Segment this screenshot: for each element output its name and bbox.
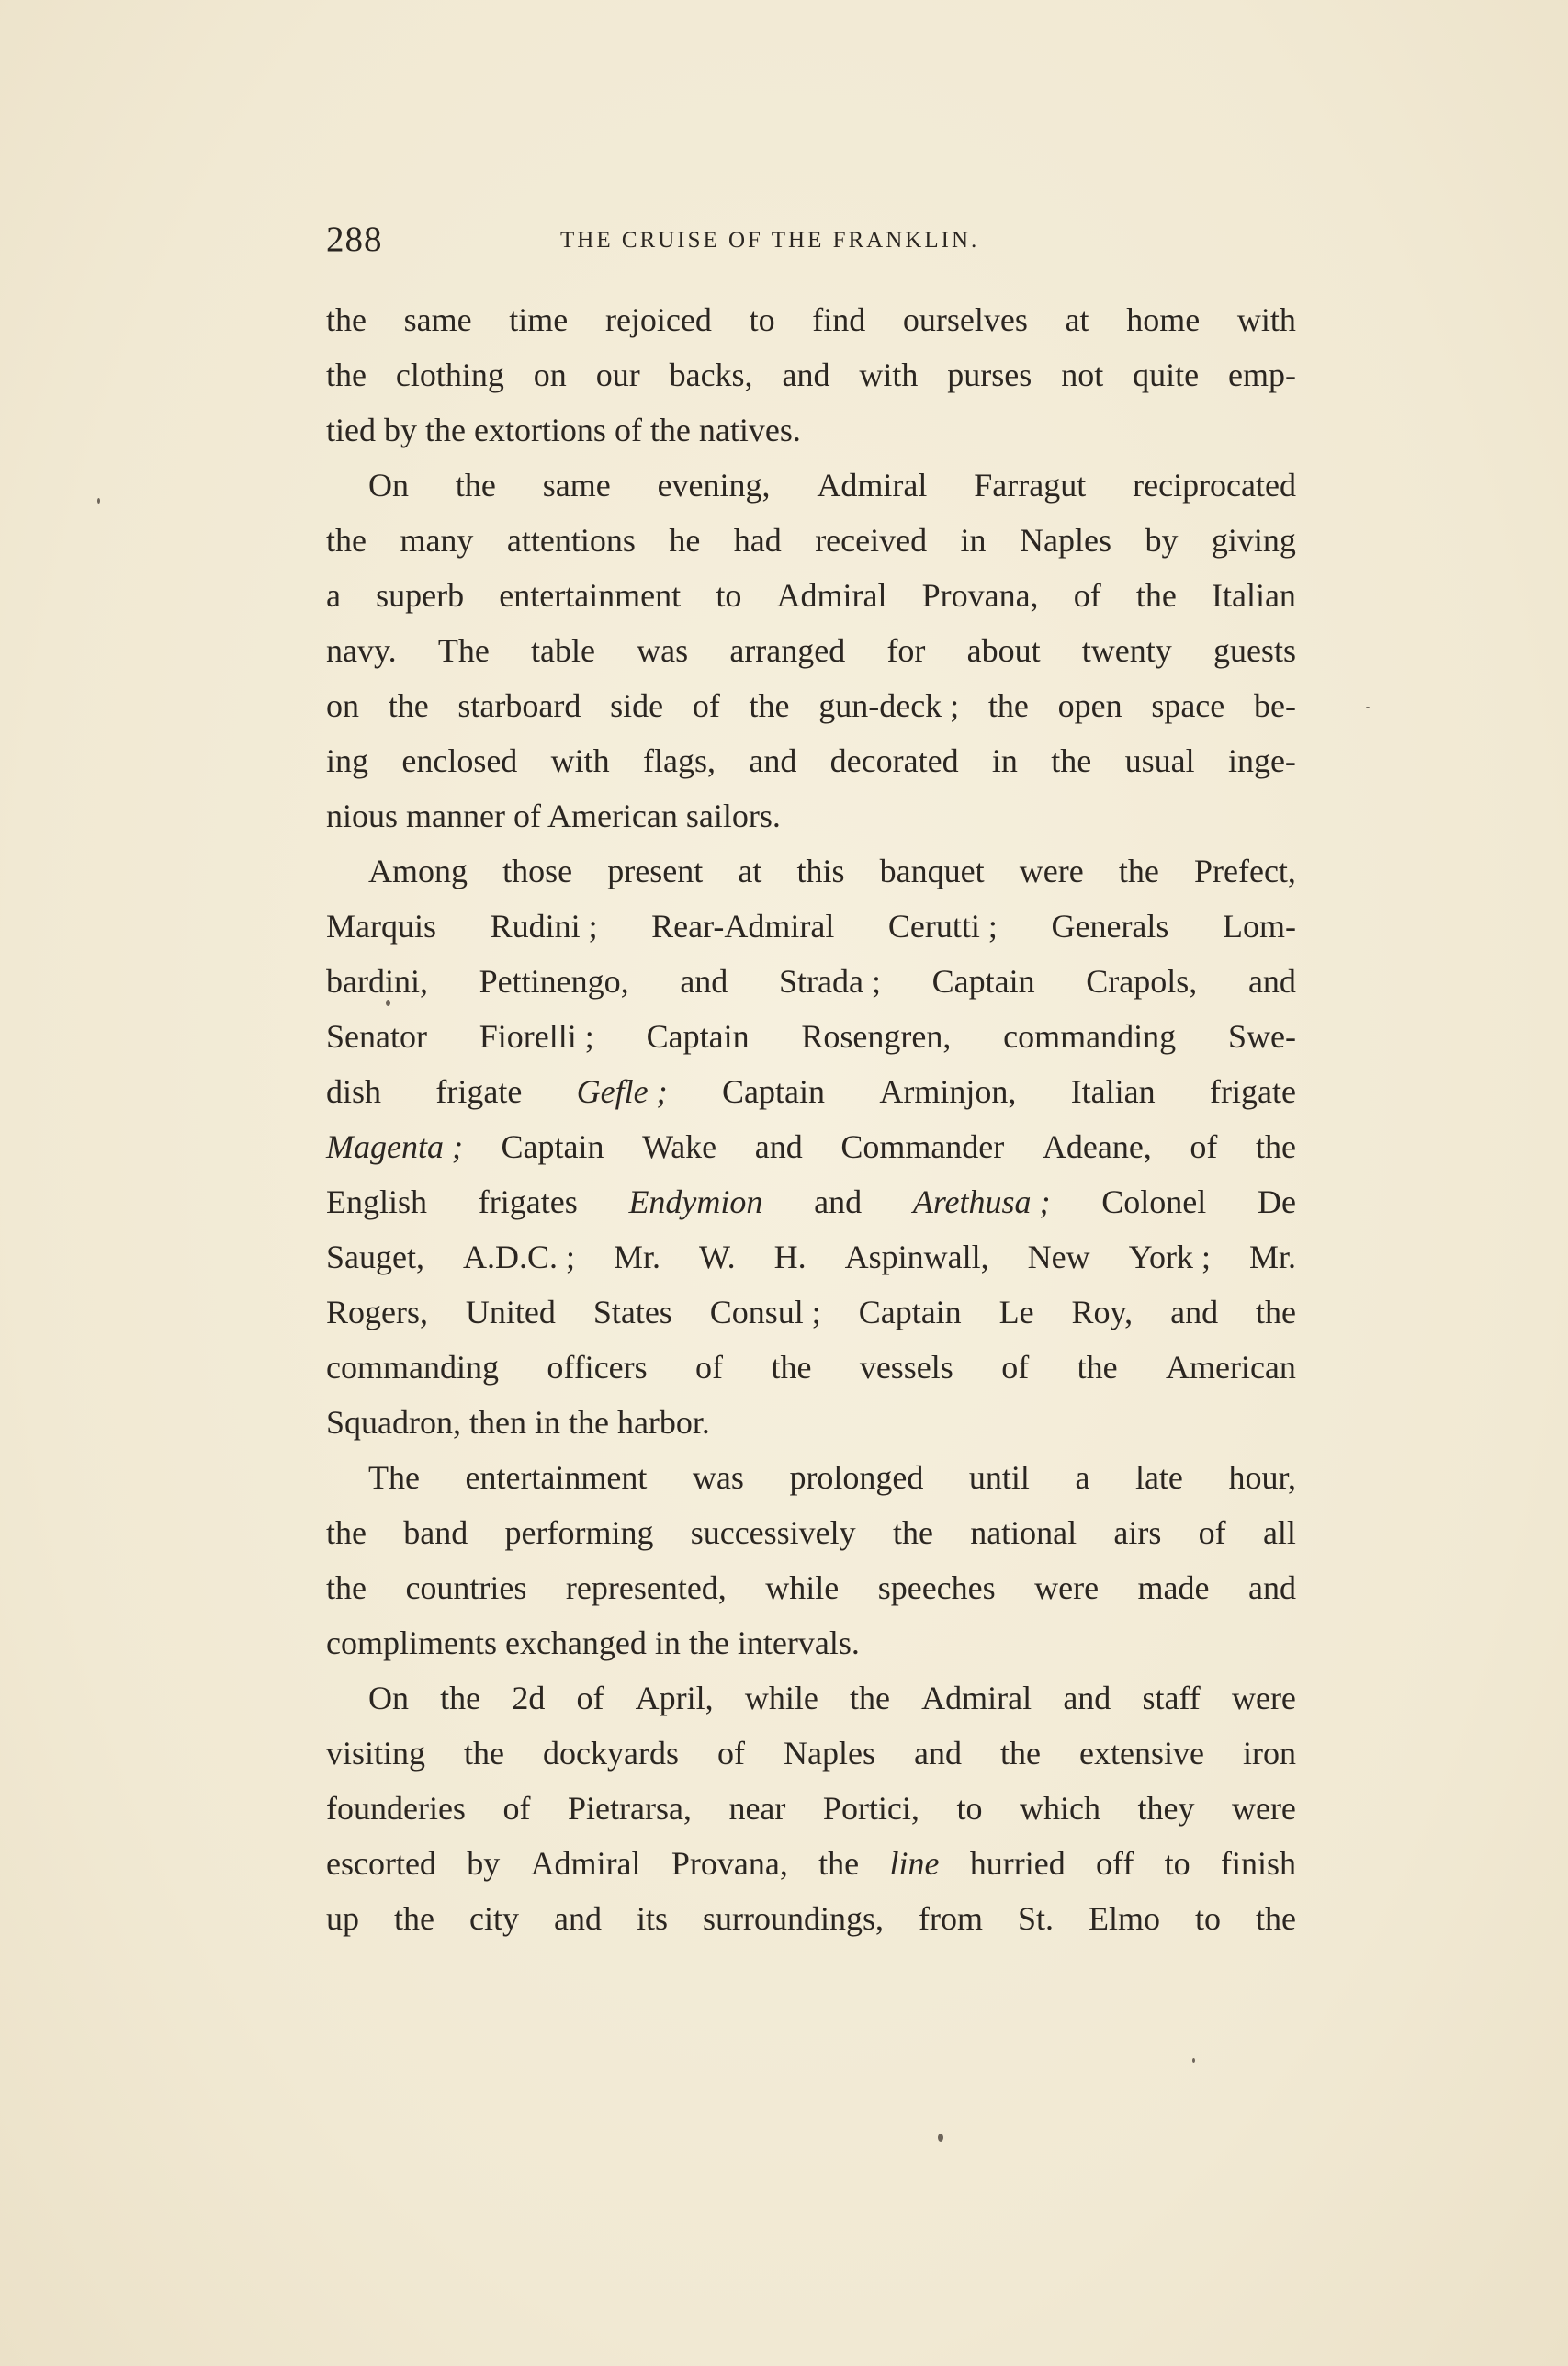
word: was: [692, 1459, 744, 1496]
word: the: [818, 1845, 860, 1882]
word: national: [970, 1514, 1077, 1551]
word: purses: [947, 357, 1032, 393]
word: the: [1256, 1294, 1296, 1330]
word: frigates: [478, 1183, 578, 1220]
text-line: [326, 1726, 1296, 1781]
word: a: [1075, 1459, 1090, 1496]
word: the: [326, 522, 367, 559]
word: Captain: [931, 963, 1035, 1000]
page-number: 288: [326, 220, 383, 259]
word: arranged: [729, 632, 846, 669]
word: Senator: [326, 1018, 427, 1055]
word: Elmo: [1088, 1900, 1160, 1937]
word: with: [1236, 301, 1296, 338]
word: with: [550, 742, 610, 779]
word: he: [669, 522, 701, 559]
word: On: [368, 1680, 409, 1716]
word: while: [765, 1569, 840, 1606]
text-line: [326, 1285, 1296, 1340]
word: Rear-Admiral: [651, 908, 835, 945]
word: find: [812, 301, 866, 338]
word: of: [502, 1790, 531, 1827]
word: the: [1255, 1128, 1296, 1165]
word: at: [1065, 301, 1089, 338]
word: Captain: [501, 1128, 604, 1165]
word: navy.: [326, 632, 397, 669]
word: The: [437, 632, 490, 669]
word: to: [956, 1790, 983, 1827]
word: American: [1165, 1349, 1296, 1386]
word: rejoiced: [604, 301, 712, 338]
word: New: [1027, 1239, 1090, 1275]
italic-word: Arethusa ;: [912, 1183, 1051, 1220]
word: Rudini ;: [490, 908, 598, 945]
text-line: [326, 402, 1296, 458]
word: staff: [1142, 1680, 1201, 1716]
italic-word: Endymion: [628, 1183, 763, 1220]
italic-word: Gefle ;: [576, 1073, 668, 1110]
word: and: [814, 1183, 863, 1220]
word: giving: [1211, 522, 1296, 559]
text-line: [326, 1395, 1296, 1450]
word: Consul ;: [709, 1294, 821, 1330]
word: banquet: [879, 853, 985, 889]
text-line: [326, 843, 1296, 899]
word: its: [636, 1900, 668, 1937]
italic-word: line: [889, 1845, 940, 1882]
word: quite: [1133, 357, 1200, 393]
word: by: [467, 1845, 501, 1882]
text-line: [326, 1891, 1296, 1946]
word: Le: [998, 1294, 1034, 1330]
text-line: [326, 678, 1296, 733]
text-line: [326, 954, 1296, 1009]
word: hour,: [1228, 1459, 1296, 1496]
text-line: [326, 292, 1296, 347]
word: time: [509, 301, 569, 338]
word: and: [680, 963, 728, 1000]
word: to: [716, 577, 742, 614]
text-line: [326, 1119, 1296, 1174]
page-header: [326, 219, 1296, 265]
word: backs,: [669, 357, 753, 393]
word: dockyards: [543, 1735, 680, 1772]
word: all: [1262, 1514, 1296, 1551]
word: of: [717, 1735, 746, 1772]
word: visiting: [326, 1735, 426, 1772]
word: entertainment: [499, 577, 682, 614]
text-line: [326, 1340, 1296, 1395]
word: Arminjon,: [879, 1073, 1017, 1110]
text-line: [326, 788, 1296, 843]
word: superb: [376, 577, 465, 614]
word: while: [744, 1680, 818, 1716]
word: our: [595, 357, 640, 393]
word: the: [464, 1735, 505, 1772]
word: April,: [635, 1680, 714, 1716]
word: founderies: [326, 1790, 466, 1827]
text-line: [326, 1781, 1296, 1836]
word: emp-: [1228, 357, 1296, 393]
text-line: [326, 568, 1296, 623]
text-line: [326, 1505, 1296, 1560]
word: entertainment: [465, 1459, 648, 1496]
word: usual: [1124, 742, 1195, 779]
scan-speck: [1192, 2058, 1195, 2063]
word: extensive: [1079, 1735, 1204, 1772]
word: Among: [368, 853, 468, 889]
word: in: [960, 522, 987, 559]
word: York ;: [1128, 1239, 1211, 1275]
word: De: [1257, 1183, 1296, 1220]
word: commanding: [1003, 1018, 1177, 1055]
word: inge-: [1227, 742, 1296, 779]
word: finish: [1220, 1845, 1296, 1882]
word: attentions: [506, 522, 636, 559]
word: this: [796, 853, 845, 889]
word: side: [610, 687, 664, 724]
word: and: [1063, 1680, 1111, 1716]
word: Cerutti ;: [887, 908, 998, 945]
word: the: [850, 1680, 890, 1716]
text-line: [326, 1836, 1296, 1891]
word: guests: [1213, 632, 1296, 669]
word: until: [968, 1459, 1030, 1496]
word: airs: [1113, 1514, 1162, 1551]
word: of: [1198, 1514, 1226, 1551]
word: Naples: [784, 1735, 876, 1772]
word: commanding: [326, 1349, 499, 1386]
word: the: [987, 687, 1029, 724]
word: were: [1231, 1680, 1296, 1716]
word: the: [771, 1349, 812, 1386]
word: flags,: [643, 742, 716, 779]
word: hurried: [969, 1845, 1066, 1882]
word: On: [368, 467, 409, 504]
word: Captain: [646, 1018, 750, 1055]
word: a: [326, 577, 341, 614]
word: and: [914, 1735, 963, 1772]
scan-speck: [97, 498, 100, 504]
italic-word: Magenta ;: [326, 1128, 463, 1165]
word: of: [1001, 1349, 1030, 1386]
text-line: [326, 513, 1296, 568]
word: Commander: [840, 1128, 1005, 1165]
word: Colonel: [1101, 1183, 1207, 1220]
text-line: [326, 623, 1296, 678]
word: same: [542, 467, 611, 504]
scan-speck: [938, 2134, 943, 2142]
word: dish: [326, 1073, 382, 1110]
word: United: [465, 1294, 556, 1330]
word: Provana,: [671, 1845, 788, 1882]
text-line: [326, 1560, 1296, 1615]
word: home: [1126, 301, 1201, 338]
word: Portici,: [822, 1790, 919, 1827]
word: enclosed: [401, 742, 518, 779]
word: the: [326, 357, 367, 393]
word: the: [749, 687, 790, 724]
word: and: [553, 1900, 602, 1937]
word: States: [592, 1294, 672, 1330]
word: Swe-: [1227, 1018, 1296, 1055]
word: bardini,: [326, 963, 428, 1000]
word: and: [1247, 1569, 1296, 1606]
word: vessels: [859, 1349, 953, 1386]
word: near: [728, 1790, 786, 1827]
word: Admiral: [921, 1680, 1032, 1716]
word: speeches: [877, 1569, 996, 1606]
word: Squadron, then in the harbor.: [326, 1404, 710, 1441]
text-line: [326, 347, 1296, 402]
word: Mr.: [613, 1239, 660, 1275]
word: table: [530, 632, 595, 669]
word: Adeane,: [1042, 1128, 1152, 1165]
word: they: [1137, 1790, 1195, 1827]
word: starboard: [457, 687, 581, 724]
word: late: [1134, 1459, 1183, 1496]
word: present: [607, 853, 704, 889]
word: Aspinwall,: [844, 1239, 989, 1275]
word: the: [394, 1900, 434, 1937]
scan-speck: [1366, 707, 1370, 708]
word: space: [1151, 687, 1225, 724]
text-line: [326, 1064, 1296, 1119]
word: W.: [698, 1239, 736, 1275]
word: Mr.: [1248, 1239, 1296, 1275]
word: the: [1118, 853, 1159, 889]
word: to: [749, 301, 775, 338]
word: 2d: [512, 1680, 546, 1716]
text-line: [326, 733, 1296, 788]
word: was: [637, 632, 689, 669]
word: same: [403, 301, 472, 338]
text-line: [326, 1009, 1296, 1064]
word: reciprocated: [1133, 467, 1296, 504]
word: were: [1034, 1569, 1100, 1606]
text-line: [326, 899, 1296, 954]
word: of: [1073, 577, 1101, 614]
word: on: [533, 357, 567, 393]
word: to: [1194, 1900, 1221, 1937]
word: H.: [773, 1239, 807, 1275]
word: and: [754, 1128, 803, 1165]
word: the: [388, 687, 429, 724]
word: Provana,: [921, 577, 1039, 614]
word: of: [1190, 1128, 1218, 1165]
word: Admiral: [817, 467, 928, 504]
word: countries: [405, 1569, 527, 1606]
word: iron: [1243, 1735, 1296, 1772]
word: city: [468, 1900, 519, 1937]
word: Pettinengo,: [479, 963, 629, 1000]
word: Prefect,: [1194, 853, 1296, 889]
word: on: [326, 687, 359, 724]
word: for: [886, 632, 926, 669]
word: Captain: [721, 1073, 825, 1110]
word: Strada ;: [778, 963, 881, 1000]
word: Sauget,: [326, 1239, 424, 1275]
word: Rosengren,: [801, 1018, 952, 1055]
word: and: [1170, 1294, 1219, 1330]
word: at: [738, 853, 762, 889]
word: Rogers,: [326, 1294, 428, 1330]
word: gun-deck ;: [818, 687, 960, 724]
word: Admiral: [530, 1845, 641, 1882]
word: frigate: [435, 1073, 523, 1110]
word: Admiral: [776, 577, 887, 614]
word: performing: [504, 1514, 654, 1551]
word: and: [782, 357, 830, 393]
word: in: [991, 742, 1018, 779]
word: be-: [1253, 687, 1296, 724]
word: received: [815, 522, 928, 559]
word: band: [403, 1514, 468, 1551]
word: English: [326, 1183, 428, 1220]
word: clothing: [395, 357, 504, 393]
word: escorted: [326, 1845, 436, 1882]
word: twenty: [1081, 632, 1172, 669]
scan-speck: [386, 1000, 390, 1006]
word: the: [892, 1514, 933, 1551]
text-line: [326, 458, 1296, 513]
word: ourselves: [902, 301, 1028, 338]
word: from: [918, 1900, 983, 1937]
word: and: [749, 742, 797, 779]
word: many: [400, 522, 474, 559]
word: which: [1019, 1790, 1100, 1827]
word: frigate: [1210, 1073, 1296, 1110]
word: those: [502, 853, 573, 889]
word: not: [1061, 357, 1104, 393]
word: by: [1145, 522, 1179, 559]
text-line: [326, 1174, 1296, 1229]
word: Crapols,: [1086, 963, 1198, 1000]
word: represented,: [565, 1569, 727, 1606]
word: Marquis: [326, 908, 436, 945]
running-head: THE CRUISE OF THE FRANKLIN.: [560, 228, 980, 253]
word: the: [326, 1569, 367, 1606]
word: St.: [1017, 1900, 1054, 1937]
word: compliments exchanged in the intervals.: [326, 1625, 860, 1661]
word: the: [1000, 1735, 1042, 1772]
word: of: [576, 1680, 604, 1716]
text-line: [326, 1615, 1296, 1670]
word: Generals: [1051, 908, 1169, 945]
word: the: [1135, 577, 1177, 614]
word: were: [1231, 1790, 1296, 1827]
word: A.D.C. ;: [462, 1239, 575, 1275]
word: the: [1256, 1900, 1296, 1937]
word: Fiorelli ;: [479, 1018, 594, 1055]
word: Roy,: [1071, 1294, 1134, 1330]
word: evening,: [657, 467, 771, 504]
word: of: [692, 687, 720, 724]
word: the: [326, 301, 367, 338]
word: tied by the extortions of the natives.: [326, 412, 801, 448]
word: Lom-: [1222, 908, 1296, 945]
text-line: [326, 1229, 1296, 1285]
word: the: [1077, 1349, 1118, 1386]
word: open: [1057, 687, 1122, 724]
word: the: [1051, 742, 1092, 779]
word: were: [1019, 853, 1084, 889]
word: the: [440, 1680, 481, 1716]
word: decorated: [829, 742, 959, 779]
word: made: [1137, 1569, 1210, 1606]
word: surroundings,: [702, 1900, 884, 1937]
word: nious manner of American sailors.: [326, 798, 781, 834]
word: Italian: [1211, 577, 1296, 614]
word: Naples: [1020, 522, 1111, 559]
word: had: [733, 522, 782, 559]
word: Italian: [1070, 1073, 1156, 1110]
word: of: [695, 1349, 724, 1386]
word: ing: [326, 742, 369, 779]
word: Farragut: [974, 467, 1087, 504]
word: Pietrarsa,: [567, 1790, 692, 1827]
word: prolonged: [789, 1459, 924, 1496]
word: off: [1096, 1845, 1134, 1882]
word: successively: [690, 1514, 856, 1551]
word: the: [326, 1514, 367, 1551]
text-line: [326, 1450, 1296, 1505]
word: about: [966, 632, 1041, 669]
word: officers: [547, 1349, 648, 1386]
word: up: [326, 1900, 359, 1937]
word: with: [859, 357, 919, 393]
word: to: [1164, 1845, 1190, 1882]
body-text: [326, 292, 1296, 1946]
word: The: [368, 1459, 420, 1496]
word: Captain: [858, 1294, 962, 1330]
word: and: [1247, 963, 1296, 1000]
text-line: [326, 1670, 1296, 1726]
word: Wake: [642, 1128, 717, 1165]
word: the: [455, 467, 496, 504]
